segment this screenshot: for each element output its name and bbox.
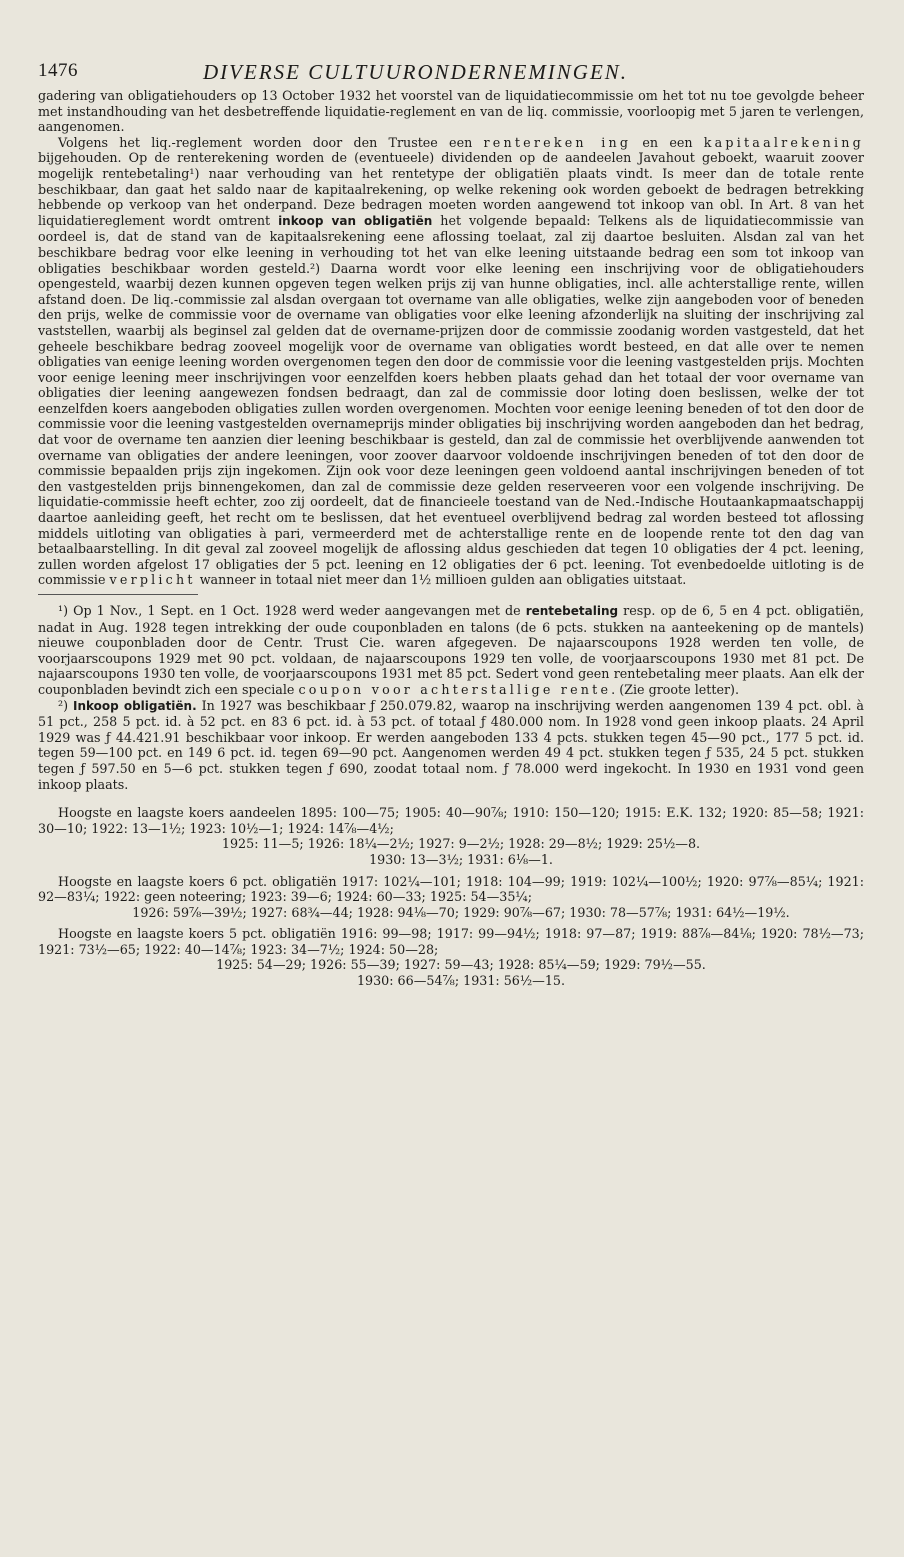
price-history bbox=[38, 805, 864, 989]
footnote-rule bbox=[38, 594, 198, 595]
spaced-kapitaalrekening: kapitaalrekening bbox=[703, 134, 864, 150]
spaced-renterekening: rentereken ing bbox=[483, 134, 632, 150]
koers-6pct-line-b: 1926: 59⅞—39½; 1927: 68¾—44; 1928: 94⅛—70; 1929: 90⅞—67; 1930: 78—57⅞; 1931: 64½—19½. bbox=[132, 904, 790, 920]
spaced-coupon-achterstallige-rente: coupon voor achterstallige rente bbox=[298, 681, 612, 697]
koers-5pct-line-b: 1925: 54—29; 1926: 55—39; 1927: 59—43; 1928: 85¼—59; 1929: 79½—55. bbox=[216, 957, 706, 973]
footnote-1 bbox=[38, 603, 864, 698]
bold-inkoop-obligatien: inkoop van obligatiën bbox=[278, 213, 433, 228]
footnote-1-part-3: . (Zie groote letter). bbox=[611, 681, 740, 697]
footnotes bbox=[38, 603, 864, 792]
koers-aandeelen-line-c: 1930: 13—3½; 1931: 6⅛—1. bbox=[369, 851, 553, 867]
footnote-2-text: In 1927 was beschikbaar ƒ 250.079.82, waarop na inschrijving werden aangenomen 139 4 pct. obl. à 51 pct., 258 5 pct. id. à 52 pct. en 83 6 pct. id. à 53 pct. of totaal ƒ 480.000 nom. In 1928 vond geen inkoop plaats. 24 April 1929 was ƒ 44.421.91 beschikbaar voor inkoop. Er werden aangeboden 133 4 pcts. stukken tegen 45—90 pct., 177 5 pct. id. tegen 59—100 pct. en 149 6 pct. id. tegen 69—90 pct. Aangenomen werden 49 4 pct. stukken tegen ƒ 535, 24 5 pct. stukken tegen ƒ 597.50 en 5—6 pct. stukken tegen ƒ 690, zoodat totaal nom. ƒ 78.000 werd ingekocht. In 1930 en 1931 vond geen inkoop plaats. bbox=[38, 697, 864, 792]
paragraph-2-part-4: het volgende bepaald: Telkens als de liquidatiecommissie van oordeel is, dat de stand van de kapitaalsrekening eene aflossing toelaat, zal zij daartoe besluiten. Alsdan zal van het beschikbare bedrag voor elke leening in verhouding tot het van elke leening uitstaande bedrag een som tot inkoop van obligaties beschikbaar worden gesteld.²) Daarna wordt voor elke leening een inschrijving voor de obligatiehouders opengesteld, waarbij dezen kunnen opgeven tegen welken prijs zij van hunne obligaties, incl. alle achterstallige rente, willen afstand doen. De liq.-commissie zal alsdan overgaan tot overname van alle obligaties, welke zijn aangeboden voor of beneden den prijs, welke de commissie voor de overname van obligaties voor elke leening afzonderlijk na sluiting der inschrijving zal vaststellen, waarbij als beginsel zal gelden dat de overname-prijzen door de commissie zoodanig worden vastgesteld, dat het geheele beschikbare bedrag zooveel mogelijk voor de overname van obligaties wordt besteed, en dat alle over te nemen obligaties van eenige leening worden overgenomen tegen den door de commissie voor die leening vastgestelden prijs. Mochten voor eenige leening meer inschrijvingen voor eenzelfden koers hebben plaats gehad dan het totaal der voor overname van obligaties dier leening aangewezen fondsen bedraagt, dan zal de commissie door loting doen beslissen, welke der tot eenzelfden koers aangeboden obligaties zullen worden overgenomen. Mochten voor eenige leening beneden of tot den door de commissie voor die leening vastgestelden overnameprijs minder obligaties bij inschrijving worden aangeboden dan het bedrag, dat voor de overname ten aanzien dier leening beschikbaar is gesteld, dan zal de commissie het overblijvende aanwenden tot overname van obligaties der andere leeningen, voor zoover daarvoor voldoende inschrijvingen beneden of tot den door de commissie bepaalden prijs zijn ingekomen. Zijn ook voor deze leeningen geen voldoend aantal inschrijvingen beneden of tot den vastgestelden prijs binnengekomen, dan zal de commissie deze gelden reserveeren voor een volgende inschrijving. De liquidatie-commissie heeft echter, zoo zij oordeelt, dat de financieele toestand van de Ned.-Indische Houtaankapmaatschappij daartoe aanleiding geeft, het recht om te beslissen, dat het eventueel overblijvend bedrag zal worden besteed tot aflossing middels uitloting van obligaties à pari, vermeerderd met de achterstallige rente en de loopende rente tot den dag van betaalbaarstelling. In dit geval zal zooveel mogelijk de aflossing aldus geschieden dat tegen 10 obligaties der 4 pct. leening, zullen worden afgelost 17 obligaties der 5 pct. leening en 12 obligaties der 6 pct. leening. Tot evenbedoelde uitloting is de commissie bbox=[38, 212, 864, 588]
koers-aandeelen-line-b: 1925: 11—5; 1926: 18¼—2½; 1927: 9—2½; 1928: 29—8½; 1929: 25½—8. bbox=[221, 836, 701, 852]
page-number: 1476 bbox=[38, 60, 78, 81]
paragraph-2-part-2: en een bbox=[631, 134, 704, 150]
koers-6pct-line-a: Hoogste en laagste koers 6 pct. obligatiën 1917: 102¼—101; 1918: 104—99; 1919: 102¼—100½; 1920: 97⅞—85¼; 1921: 92—83¼; 1922: geen noteering; 1923: 39—6; 1924: 60—33; 1925: 54—35¼; bbox=[38, 873, 864, 905]
bold-inkoop-obligatien-footnote: Inkoop obligatiën. bbox=[72, 698, 197, 713]
koers-5pct-obligaties bbox=[38, 926, 864, 988]
paragraph-1: gadering van obligatiehouders op 13 October 1932 het voorstel van de liquidatiecommissie om het tot nu toe gevolgde beheer met instandhouding van het desbetreffende liquidatie-reglement en van de liq. commissie, voorloopig met 5 jaren te verlengen, aangenomen. bbox=[38, 88, 864, 135]
footnote-1-part-1: ¹) Op 1 Nov., 1 Sept. en 1 Oct. 1928 werd weder aangevangen met de bbox=[58, 603, 526, 618]
footnote-2 bbox=[38, 698, 864, 793]
footnote-1-part-2: resp. op de 6, 5 en 4 pct. obligatiën, nadat in Aug. 1928 tegen intrekking der oude couponbladen en talons (de 6 pcts. stukken na aanteekening op de mantels) nieuwe couponbladen door de Centr. Trust Cie. waren afgegeven. De najaarscoupons 1928 werden ten volle, de voorjaarscoupons 1929 met 90 pct. voldaan, de najaarscoupons 1929 ten volle, de voorjaarscoupons 1930 met 81 pct. De najaarscoupons 1930 ten volle, de voorjaarscoupons 1931 met 85 pct. Sedert vond geen rentebetaling meer plaats. Aan elk der couponbladen bevindt zich een speciale bbox=[38, 603, 864, 697]
koers-aandeelen bbox=[38, 805, 864, 867]
koers-5pct-line-c: 1930: 66—54⅞; 1931: 56½—15. bbox=[356, 973, 566, 989]
spaced-verplicht: verplicht bbox=[109, 572, 196, 588]
paragraph-2 bbox=[38, 135, 864, 588]
page-header bbox=[38, 44, 864, 88]
main-text bbox=[38, 88, 864, 989]
paragraph-2-part-1: Volgens het liq.-reglement worden door den Trustee een bbox=[58, 134, 484, 150]
paragraph-2-part-3: bijgehouden. Op de renterekening worden de (eventueele) dividenden op de aandeelen Javahout geboekt, waaruit zoover mogelijk rentebetaling¹) naar verhouding van het rentetype der obligatiën plaats vindt. Is meer dan de totale rente beschikbaar, dan gaat het saldo naar de kapitaalrekening, op welke rekening ook worden geboekt de bedragen betrekking hebbende op verkoop van het onderpand. Deze bedragen moeten worden aangewend tot inkoop van obl. In Art. 8 van het liquidatiereglement wordt omtrent bbox=[38, 150, 864, 228]
koers-5pct-line-a: Hoogste en laagste koers 5 pct. obligatiën 1916: 99—98; 1917: 99—94½; 1918: 97—87; 1919: 88⅞—84⅛; 1920: 78½—73; 1921: 73½—65; 1922: 40—14⅞; 1923: 34—7½; 1924: 50—28; bbox=[38, 926, 864, 957]
footnote-2-mark: ²) bbox=[58, 697, 73, 713]
koers-aandeelen-line-a: Hoogste en laagste koers aandeelen 1895: 100—75; 1905: 40—90⅞; 1910: 150—120; 1915: E.K. 132; 1920: 85—58; 1921: 30—10; 1922: 13—1½; 1923: 10½—1; 1924: 14⅞—4½; bbox=[38, 805, 864, 836]
bold-rentebetaling: rentebetaling bbox=[525, 604, 619, 618]
running-title: DIVERSE CULTUURONDERNEMINGEN. bbox=[203, 60, 629, 84]
koers-6pct-obligaties bbox=[38, 874, 864, 921]
paragraph-2-part-5: wanneer in totaal niet meer dan 1½ millioen gulden aan obligaties uitstaat. bbox=[195, 572, 687, 588]
